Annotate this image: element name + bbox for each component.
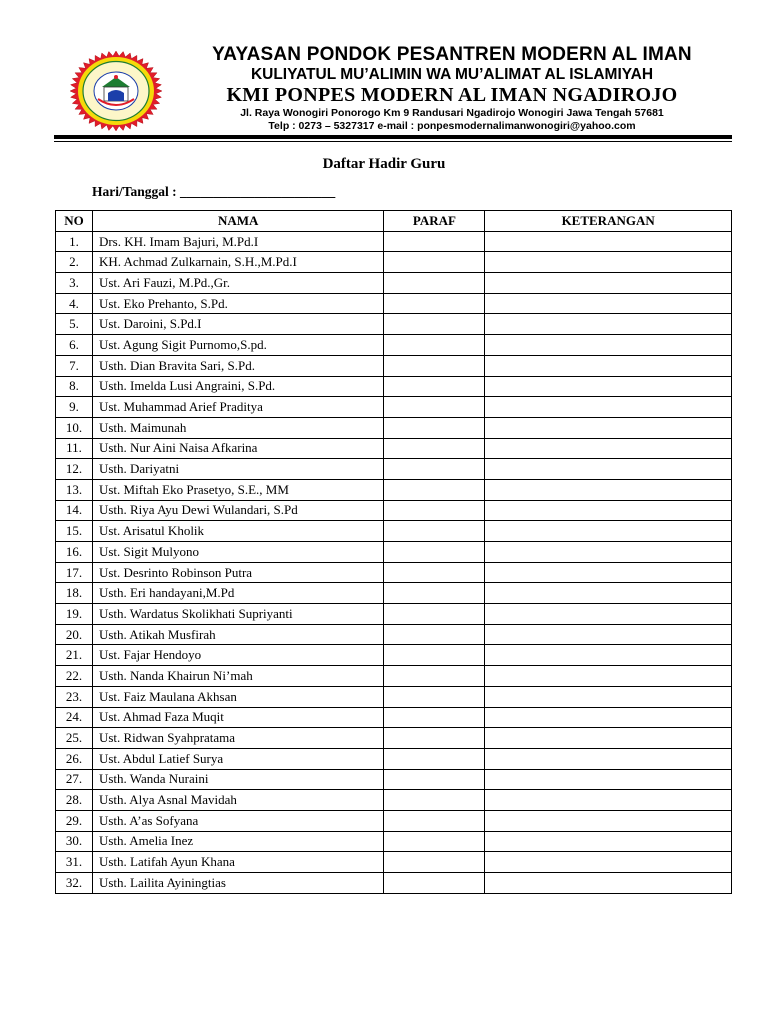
row-notes-cell (485, 810, 732, 831)
row-name: Usth. A’as Sofyana (92, 810, 384, 831)
table-row (56, 748, 732, 769)
row-name: Ust. Miftah Eko Prasetyo, S.E., MM (92, 479, 384, 500)
table-row (56, 500, 732, 521)
table-row (56, 686, 732, 707)
table-row (56, 562, 732, 583)
row-name: Usth. Latifah Ayun Khana (92, 852, 384, 873)
row-signature-cell (384, 686, 485, 707)
row-number: 32. (56, 873, 93, 894)
row-name: Ust. Eko Prehanto, S.Pd. (92, 293, 384, 314)
row-notes-cell (485, 293, 732, 314)
row-number: 8. (56, 376, 93, 397)
table-row (56, 376, 732, 397)
pesantren-seal-icon (68, 50, 164, 132)
letterhead-contact: Telp : 0273 – 5327317 e-mail : ponpesmodernalimanwonogiri@yahoo.com (268, 120, 636, 132)
row-signature-cell (384, 707, 485, 728)
row-signature-cell (384, 624, 485, 645)
row-notes-cell (485, 376, 732, 397)
row-name: Usth. Amelia Inez (92, 831, 384, 852)
row-name: Ust. Sigit Mulyono (92, 542, 384, 563)
row-number: 2. (56, 252, 93, 273)
row-number: 16. (56, 542, 93, 563)
row-signature-cell (384, 769, 485, 790)
table-row (56, 707, 732, 728)
row-signature-cell (384, 790, 485, 811)
table-row (56, 521, 732, 542)
row-signature-cell (384, 831, 485, 852)
row-name: Ust. Ari Fauzi, M.Pd.,Gr. (92, 273, 384, 294)
row-number: 22. (56, 666, 93, 687)
row-signature-cell (384, 273, 485, 294)
row-name: Usth. Lailita Ayiningtias (92, 873, 384, 894)
row-number: 25. (56, 728, 93, 749)
table-row (56, 252, 732, 273)
table-row (56, 273, 732, 294)
row-name: Ust. Ridwan Syahpratama (92, 728, 384, 749)
table-header-row (56, 211, 732, 232)
row-number: 28. (56, 790, 93, 811)
letterhead-line3: KMI PONPES MODERN AL IMAN NGADIROJO (226, 84, 678, 106)
row-number: 9. (56, 397, 93, 418)
row-signature-cell (384, 376, 485, 397)
table-row (56, 355, 732, 376)
row-name: Ust. Arisatul Kholik (92, 521, 384, 542)
row-name: Ust. Daroini, S.Pd.I (92, 314, 384, 335)
date-field: Hari/Tanggal : _______________________ (92, 184, 336, 199)
table-row (56, 810, 732, 831)
row-notes-cell (485, 604, 732, 625)
row-number: 13. (56, 479, 93, 500)
table-row (56, 583, 732, 604)
row-name: Usth. Nanda Khairun Ni’mah (92, 666, 384, 687)
row-signature-cell (384, 500, 485, 521)
table-row (56, 873, 732, 894)
table-row (56, 417, 732, 438)
table-row (56, 231, 732, 252)
row-notes-cell (485, 459, 732, 480)
row-name: Usth. Riya Ayu Dewi Wulandari, S.Pd (92, 500, 384, 521)
header-no: NO (56, 211, 93, 232)
row-name: Usth. Maimunah (92, 417, 384, 438)
row-notes-cell (485, 686, 732, 707)
row-number: 18. (56, 583, 93, 604)
row-notes-cell (485, 728, 732, 749)
row-notes-cell (485, 273, 732, 294)
row-notes-cell (485, 624, 732, 645)
row-notes-cell (485, 252, 732, 273)
row-name: Ust. Muhammad Arief Praditya (92, 397, 384, 418)
table-row (56, 314, 732, 335)
row-notes-cell (485, 707, 732, 728)
row-name: Ust. Agung Sigit Purnomo,S.pd. (92, 335, 384, 356)
row-number: 23. (56, 686, 93, 707)
row-signature-cell (384, 748, 485, 769)
table-row (56, 831, 732, 852)
row-number: 24. (56, 707, 93, 728)
row-signature-cell (384, 293, 485, 314)
header-divider-thick (54, 135, 732, 139)
row-signature-cell (384, 479, 485, 500)
table-row (56, 624, 732, 645)
row-signature-cell (384, 728, 485, 749)
row-signature-cell (384, 231, 485, 252)
row-notes-cell (485, 355, 732, 376)
row-signature-cell (384, 873, 485, 894)
row-number: 12. (56, 459, 93, 480)
row-name: Usth. Wanda Nuraini (92, 769, 384, 790)
header-nama: NAMA (92, 211, 384, 232)
row-notes-cell (485, 873, 732, 894)
letterhead-line2: KULIYATUL MU’ALIMIN WA MU’ALIMAT AL ISLAMIYAH (250, 66, 654, 83)
row-signature-cell (384, 645, 485, 666)
row-signature-cell (384, 542, 485, 563)
document-title: Daftar Hadir Guru (322, 156, 446, 172)
row-number: 31. (56, 852, 93, 873)
row-notes-cell (485, 852, 732, 873)
row-signature-cell (384, 355, 485, 376)
row-number: 19. (56, 604, 93, 625)
table-row (56, 790, 732, 811)
table-row (56, 438, 732, 459)
header-paraf: PARAF (384, 211, 485, 232)
row-signature-cell (384, 314, 485, 335)
row-signature-cell (384, 666, 485, 687)
row-signature-cell (384, 521, 485, 542)
row-name: Usth. Alya Asnal Mavidah (92, 790, 384, 811)
row-name: Ust. Abdul Latief Surya (92, 748, 384, 769)
letterhead-address: Jl. Raya Wonogiri Ponorogo Km 9 Randusari Ngadirojo Wonogiri Jawa Tengah 57681 (240, 107, 664, 119)
row-signature-cell (384, 810, 485, 831)
row-number: 10. (56, 417, 93, 438)
row-notes-cell (485, 666, 732, 687)
table-row (56, 645, 732, 666)
row-signature-cell (384, 852, 485, 873)
row-number: 21. (56, 645, 93, 666)
row-number: 30. (56, 831, 93, 852)
row-signature-cell (384, 583, 485, 604)
row-name: Usth. Imelda Lusi Angraini, S.Pd. (92, 376, 384, 397)
table-row (56, 769, 732, 790)
row-name: Drs. KH. Imam Bajuri, M.Pd.I (92, 231, 384, 252)
row-number: 6. (56, 335, 93, 356)
row-number: 4. (56, 293, 93, 314)
row-name: Ust. Fajar Hendoyo (92, 645, 384, 666)
table-row (56, 335, 732, 356)
row-notes-cell (485, 479, 732, 500)
attendance-table (55, 210, 732, 894)
table-row (56, 479, 732, 500)
row-notes-cell (485, 562, 732, 583)
row-name: Usth. Eri handayani,M.Pd (92, 583, 384, 604)
table-row (56, 397, 732, 418)
row-signature-cell (384, 438, 485, 459)
row-notes-cell (485, 583, 732, 604)
row-number: 3. (56, 273, 93, 294)
row-notes-cell (485, 542, 732, 563)
row-name: Usth. Dian Bravita Sari, S.Pd. (92, 355, 384, 376)
row-notes-cell (485, 438, 732, 459)
row-notes-cell (485, 748, 732, 769)
header-keterangan: KETERANGAN (485, 211, 732, 232)
row-notes-cell (485, 335, 732, 356)
row-name: Ust. Ahmad Faza Muqit (92, 707, 384, 728)
row-notes-cell (485, 500, 732, 521)
row-number: 7. (56, 355, 93, 376)
row-notes-cell (485, 417, 732, 438)
table-row (56, 459, 732, 480)
row-name: Usth. Dariyatni (92, 459, 384, 480)
row-signature-cell (384, 459, 485, 480)
letterhead (172, 44, 732, 133)
row-notes-cell (485, 645, 732, 666)
header-divider-thin (54, 141, 732, 142)
table-row (56, 604, 732, 625)
table-row (56, 728, 732, 749)
row-notes-cell (485, 314, 732, 335)
row-notes-cell (485, 521, 732, 542)
row-signature-cell (384, 397, 485, 418)
table-row (56, 666, 732, 687)
row-signature-cell (384, 604, 485, 625)
row-name: Ust. Desrinto Robinson Putra (92, 562, 384, 583)
row-number: 17. (56, 562, 93, 583)
row-name: Usth. Atikah Musfirah (92, 624, 384, 645)
row-name: Ust. Faiz Maulana Akhsan (92, 686, 384, 707)
row-notes-cell (485, 769, 732, 790)
row-name: KH. Achmad Zulkarnain, S.H.,M.Pd.I (92, 252, 384, 273)
row-signature-cell (384, 417, 485, 438)
row-signature-cell (384, 252, 485, 273)
row-number: 11. (56, 438, 93, 459)
table-row (56, 852, 732, 873)
row-number: 5. (56, 314, 93, 335)
table-row (56, 542, 732, 563)
row-number: 29. (56, 810, 93, 831)
letterhead-line1: YAYASAN PONDOK PESANTREN MODERN AL IMAN (212, 44, 692, 65)
table-row (56, 293, 732, 314)
row-number: 20. (56, 624, 93, 645)
row-notes-cell (485, 397, 732, 418)
row-signature-cell (384, 335, 485, 356)
row-number: 27. (56, 769, 93, 790)
row-number: 14. (56, 500, 93, 521)
row-name: Usth. Wardatus Skolikhati Supriyanti (92, 604, 384, 625)
row-notes-cell (485, 831, 732, 852)
row-notes-cell (485, 231, 732, 252)
row-number: 15. (56, 521, 93, 542)
row-signature-cell (384, 562, 485, 583)
row-number: 26. (56, 748, 93, 769)
row-name: Usth. Nur Aini Naisa Afkarina (92, 438, 384, 459)
row-number: 1. (56, 231, 93, 252)
row-notes-cell (485, 790, 732, 811)
